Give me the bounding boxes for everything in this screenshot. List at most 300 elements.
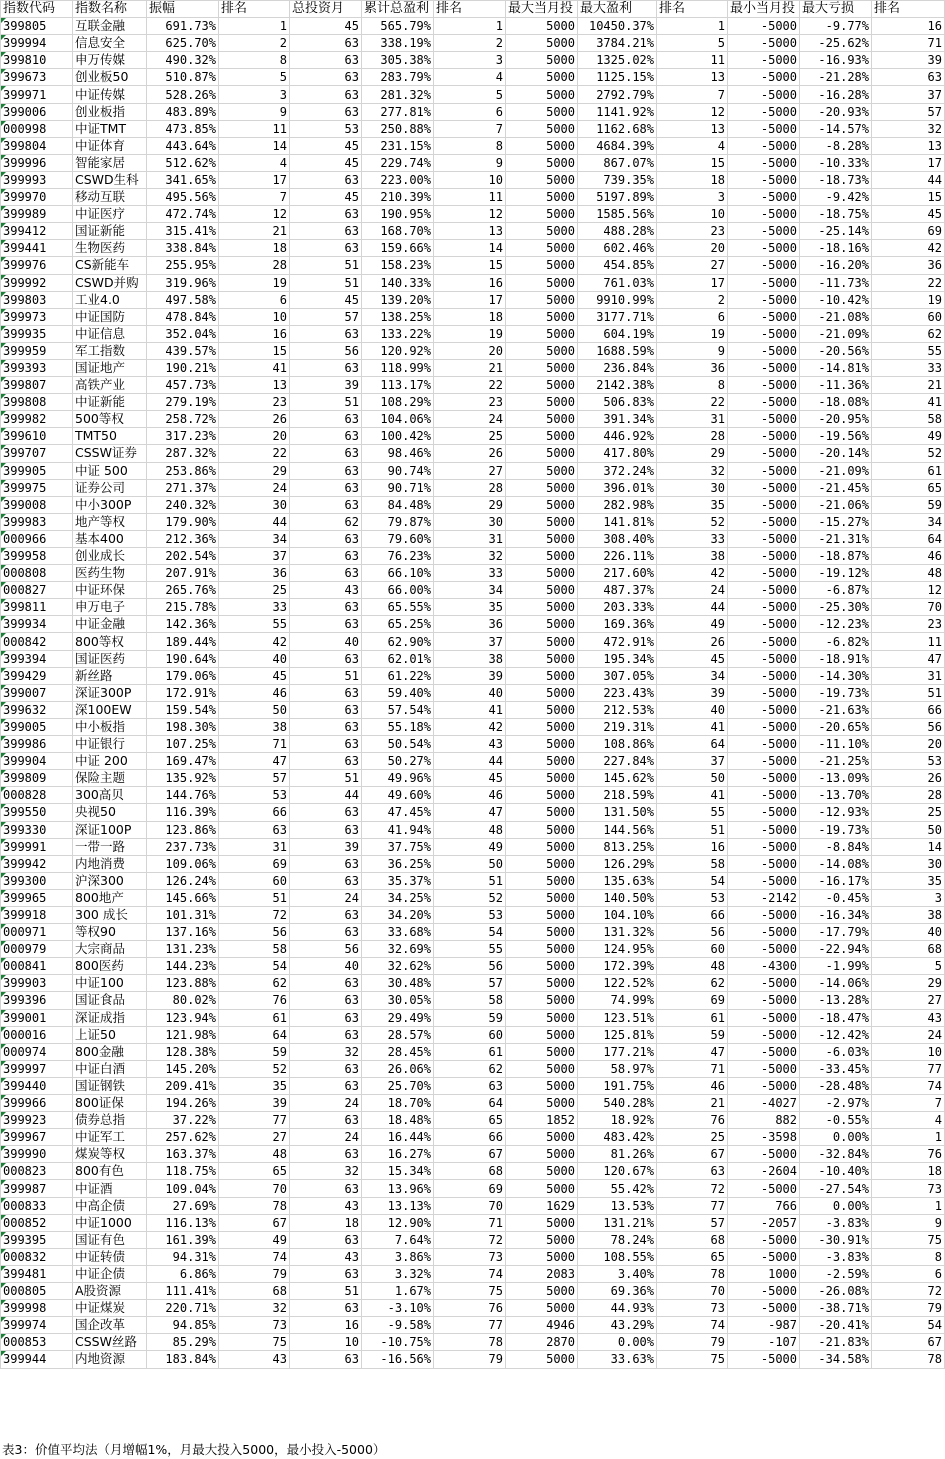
cell-max-monthly-invest[interactable]: 5000 <box>506 1248 578 1265</box>
cell-max-loss-rank[interactable]: 27 <box>872 992 945 1009</box>
cell-max-profit-rank[interactable]: 7 <box>657 86 728 103</box>
cell-cumulative-profit[interactable]: 30.48% <box>362 975 434 992</box>
cell-max-profit[interactable]: 4684.39% <box>578 137 657 154</box>
cell-index-name[interactable]: 智能家居 <box>73 154 147 171</box>
cell-max-monthly-invest[interactable]: 4946 <box>506 1317 578 1334</box>
cell-index-name[interactable]: 800有色 <box>73 1163 147 1180</box>
cell-max-loss-rank[interactable]: 68 <box>872 941 945 958</box>
cell-index-name[interactable]: 800金融 <box>73 1043 147 1060</box>
cell-max-profit-rank[interactable]: 52 <box>657 513 728 530</box>
cell-max-loss-rank[interactable]: 79 <box>872 1300 945 1317</box>
cell-max-loss-rank[interactable]: 52 <box>872 445 945 462</box>
cell-max-profit-rank[interactable]: 15 <box>657 154 728 171</box>
cell-amplitude[interactable]: 490.32% <box>147 52 219 69</box>
cell-profit-rank[interactable]: 45 <box>434 770 506 787</box>
cell-index-name[interactable]: 800等权 <box>73 633 147 650</box>
cell-amplitude-rank[interactable]: 49 <box>219 1231 290 1248</box>
cell-index-name[interactable]: 深证成指 <box>73 1009 147 1026</box>
cell-max-loss-rank[interactable]: 54 <box>872 1317 945 1334</box>
cell-index-code[interactable]: 399001 <box>1 1009 73 1026</box>
cell-amplitude[interactable]: 123.88% <box>147 975 219 992</box>
cell-max-profit-rank[interactable]: 62 <box>657 975 728 992</box>
cell-amplitude-rank[interactable]: 39 <box>219 1095 290 1112</box>
cell-min-monthly-invest[interactable]: -5000 <box>728 1146 800 1163</box>
cell-profit-rank[interactable]: 9 <box>434 154 506 171</box>
cell-amplitude-rank[interactable]: 62 <box>219 975 290 992</box>
cell-max-profit-rank[interactable]: 6 <box>657 308 728 325</box>
cell-amplitude-rank[interactable]: 71 <box>219 736 290 753</box>
cell-cumulative-profit[interactable]: 7.64% <box>362 1231 434 1248</box>
cell-index-code[interactable]: 399440 <box>1 1077 73 1094</box>
header-min-monthly-invest[interactable]: 最小当月投 <box>728 1 800 18</box>
cell-amplitude[interactable]: 319.96% <box>147 274 219 291</box>
cell-amplitude[interactable]: 94.85% <box>147 1317 219 1334</box>
cell-max-loss-rank[interactable]: 48 <box>872 565 945 582</box>
cell-profit-rank[interactable]: 69 <box>434 1180 506 1197</box>
cell-cumulative-profit[interactable]: 190.95% <box>362 206 434 223</box>
cell-profit-rank[interactable]: 57 <box>434 975 506 992</box>
cell-max-profit[interactable]: 195.34% <box>578 650 657 667</box>
cell-amplitude-rank[interactable]: 10 <box>219 308 290 325</box>
cell-total-months[interactable]: 63 <box>290 736 362 753</box>
cell-max-loss[interactable]: -25.14% <box>800 223 872 240</box>
cell-max-monthly-invest[interactable]: 5000 <box>506 52 578 69</box>
cell-total-months[interactable]: 63 <box>290 1351 362 1368</box>
cell-max-profit-rank[interactable]: 13 <box>657 120 728 137</box>
cell-max-loss[interactable]: -11.73% <box>800 274 872 291</box>
cell-profit-rank[interactable]: 7 <box>434 120 506 137</box>
cell-max-loss[interactable]: -18.75% <box>800 206 872 223</box>
cell-index-name[interactable]: 地产等权 <box>73 513 147 530</box>
cell-max-loss-rank[interactable]: 51 <box>872 684 945 701</box>
cell-max-profit[interactable]: 212.53% <box>578 701 657 718</box>
cell-total-months[interactable]: 63 <box>290 35 362 52</box>
cell-index-name[interactable]: 中证医疗 <box>73 206 147 223</box>
cell-max-loss[interactable]: -22.94% <box>800 941 872 958</box>
cell-max-loss[interactable]: -1.99% <box>800 958 872 975</box>
cell-total-months[interactable]: 63 <box>290 1265 362 1282</box>
cell-total-months[interactable]: 63 <box>290 992 362 1009</box>
cell-cumulative-profit[interactable]: -16.56% <box>362 1351 434 1368</box>
cell-profit-rank[interactable]: 78 <box>434 1334 506 1351</box>
header-rank[interactable]: 排名 <box>434 1 506 18</box>
cell-profit-rank[interactable]: 14 <box>434 240 506 257</box>
cell-total-months[interactable]: 63 <box>290 975 362 992</box>
cell-amplitude-rank[interactable]: 52 <box>219 1060 290 1077</box>
cell-max-profit-rank[interactable]: 24 <box>657 582 728 599</box>
cell-min-monthly-invest[interactable]: -5000 <box>728 941 800 958</box>
cell-cumulative-profit[interactable]: 133.22% <box>362 325 434 342</box>
cell-max-monthly-invest[interactable]: 5000 <box>506 496 578 513</box>
cell-max-loss[interactable]: -11.10% <box>800 736 872 753</box>
cell-index-name[interactable]: 新丝路 <box>73 667 147 684</box>
cell-cumulative-profit[interactable]: 3.32% <box>362 1265 434 1282</box>
cell-index-name[interactable]: 中证环保 <box>73 582 147 599</box>
cell-max-loss-rank[interactable]: 47 <box>872 650 945 667</box>
cell-total-months[interactable]: 63 <box>290 428 362 445</box>
header-cumulative-profit[interactable]: 累计总盈利 <box>362 1 434 18</box>
cell-amplitude-rank[interactable]: 34 <box>219 530 290 547</box>
cell-amplitude-rank[interactable]: 48 <box>219 1146 290 1163</box>
cell-min-monthly-invest[interactable]: -3598 <box>728 1129 800 1146</box>
cell-amplitude-rank[interactable]: 32 <box>219 1300 290 1317</box>
cell-max-loss-rank[interactable]: 65 <box>872 479 945 496</box>
cell-total-months[interactable]: 63 <box>290 530 362 547</box>
cell-amplitude[interactable]: 183.84% <box>147 1351 219 1368</box>
cell-index-code[interactable]: 399632 <box>1 701 73 718</box>
cell-amplitude-rank[interactable]: 20 <box>219 428 290 445</box>
header-max-loss[interactable]: 最大亏损 <box>800 1 872 18</box>
cell-min-monthly-invest[interactable]: -5000 <box>728 906 800 923</box>
cell-amplitude-rank[interactable]: 37 <box>219 548 290 565</box>
cell-max-monthly-invest[interactable]: 1629 <box>506 1197 578 1214</box>
cell-index-name[interactable]: 国证地产 <box>73 359 147 376</box>
cell-min-monthly-invest[interactable]: -5000 <box>728 1077 800 1094</box>
cell-index-code[interactable]: 399393 <box>1 359 73 376</box>
cell-max-profit-rank[interactable]: 13 <box>657 69 728 86</box>
cell-max-monthly-invest[interactable]: 5000 <box>506 69 578 86</box>
cell-min-monthly-invest[interactable]: -4027 <box>728 1095 800 1112</box>
cell-profit-rank[interactable]: 76 <box>434 1300 506 1317</box>
cell-profit-rank[interactable]: 1 <box>434 18 506 35</box>
cell-max-profit-rank[interactable]: 28 <box>657 428 728 445</box>
cell-amplitude[interactable]: 512.62% <box>147 154 219 171</box>
cell-index-code[interactable]: 000833 <box>1 1197 73 1214</box>
cell-total-months[interactable]: 51 <box>290 1283 362 1300</box>
cell-index-name[interactable]: 800证保 <box>73 1095 147 1112</box>
cell-min-monthly-invest[interactable]: -5000 <box>728 599 800 616</box>
cell-max-profit[interactable]: 44.93% <box>578 1300 657 1317</box>
cell-index-code[interactable]: 399395 <box>1 1231 73 1248</box>
cell-max-profit[interactable]: 5197.89% <box>578 189 657 206</box>
cell-max-profit[interactable]: 58.97% <box>578 1060 657 1077</box>
cell-min-monthly-invest[interactable]: -5000 <box>728 565 800 582</box>
cell-max-loss-rank[interactable]: 45 <box>872 206 945 223</box>
cell-index-name[interactable]: A股资源 <box>73 1283 147 1300</box>
cell-total-months[interactable]: 24 <box>290 1095 362 1112</box>
cell-max-loss-rank[interactable]: 11 <box>872 633 945 650</box>
cell-cumulative-profit[interactable]: 37.75% <box>362 838 434 855</box>
cell-max-profit-rank[interactable]: 33 <box>657 530 728 547</box>
cell-max-monthly-invest[interactable]: 5000 <box>506 821 578 838</box>
cell-total-months[interactable]: 56 <box>290 941 362 958</box>
cell-cumulative-profit[interactable]: 229.74% <box>362 154 434 171</box>
cell-profit-rank[interactable]: 70 <box>434 1197 506 1214</box>
cell-index-code[interactable]: 000823 <box>1 1163 73 1180</box>
cell-max-monthly-invest[interactable]: 5000 <box>506 667 578 684</box>
cell-max-profit-rank[interactable]: 27 <box>657 257 728 274</box>
cell-max-loss-rank[interactable]: 34 <box>872 513 945 530</box>
cell-max-monthly-invest[interactable]: 5000 <box>506 240 578 257</box>
cell-max-monthly-invest[interactable]: 5000 <box>506 154 578 171</box>
cell-index-code[interactable]: 399903 <box>1 975 73 992</box>
cell-max-profit[interactable]: 140.50% <box>578 889 657 906</box>
cell-index-code[interactable]: 399905 <box>1 462 73 479</box>
cell-total-months[interactable]: 43 <box>290 582 362 599</box>
cell-max-monthly-invest[interactable]: 5000 <box>506 1095 578 1112</box>
cell-min-monthly-invest[interactable]: -5000 <box>728 736 800 753</box>
cell-cumulative-profit[interactable]: 12.90% <box>362 1214 434 1231</box>
cell-index-code[interactable]: 399330 <box>1 821 73 838</box>
cell-max-profit-rank[interactable]: 41 <box>657 718 728 735</box>
cell-amplitude-rank[interactable]: 24 <box>219 479 290 496</box>
cell-index-name[interactable]: 中证金融 <box>73 616 147 633</box>
cell-profit-rank[interactable]: 49 <box>434 838 506 855</box>
cell-max-loss-rank[interactable]: 78 <box>872 1351 945 1368</box>
cell-max-profit[interactable]: 226.11% <box>578 548 657 565</box>
cell-max-loss-rank[interactable]: 37 <box>872 86 945 103</box>
cell-min-monthly-invest[interactable]: -5000 <box>728 1060 800 1077</box>
cell-max-monthly-invest[interactable]: 5000 <box>506 411 578 428</box>
cell-max-loss-rank[interactable]: 36 <box>872 257 945 274</box>
cell-min-monthly-invest[interactable]: 766 <box>728 1197 800 1214</box>
cell-max-profit-rank[interactable]: 38 <box>657 548 728 565</box>
cell-profit-rank[interactable]: 15 <box>434 257 506 274</box>
cell-max-profit-rank[interactable]: 71 <box>657 1060 728 1077</box>
cell-index-name[interactable]: 中高企债 <box>73 1197 147 1214</box>
cell-max-profit[interactable]: 1585.56% <box>578 206 657 223</box>
cell-max-monthly-invest[interactable]: 5000 <box>506 530 578 547</box>
cell-amplitude[interactable]: 169.47% <box>147 753 219 770</box>
cell-max-profit-rank[interactable]: 64 <box>657 736 728 753</box>
cell-max-profit-rank[interactable]: 29 <box>657 445 728 462</box>
cell-max-loss-rank[interactable]: 12 <box>872 582 945 599</box>
cell-index-code[interactable]: 000842 <box>1 633 73 650</box>
cell-max-loss-rank[interactable]: 67 <box>872 1334 945 1351</box>
cell-max-monthly-invest[interactable]: 5000 <box>506 1300 578 1317</box>
cell-max-loss[interactable]: -6.82% <box>800 633 872 650</box>
cell-max-profit[interactable]: 3784.21% <box>578 35 657 52</box>
cell-min-monthly-invest[interactable]: -5000 <box>728 1009 800 1026</box>
cell-total-months[interactable]: 63 <box>290 872 362 889</box>
cell-max-loss-rank[interactable]: 26 <box>872 770 945 787</box>
cell-total-months[interactable]: 51 <box>290 257 362 274</box>
cell-index-code[interactable]: 000852 <box>1 1214 73 1231</box>
cell-index-name[interactable]: CSWD生科 <box>73 171 147 188</box>
header-index-name[interactable]: 指数名称 <box>73 1 147 18</box>
cell-max-loss-rank[interactable]: 53 <box>872 753 945 770</box>
cell-max-monthly-invest[interactable]: 5000 <box>506 86 578 103</box>
cell-amplitude-rank[interactable]: 12 <box>219 206 290 223</box>
cell-max-profit-rank[interactable]: 1 <box>657 18 728 35</box>
cell-max-profit[interactable]: 135.63% <box>578 872 657 889</box>
cell-index-code[interactable]: 399808 <box>1 394 73 411</box>
cell-max-loss[interactable]: -32.84% <box>800 1146 872 1163</box>
cell-max-profit[interactable]: 169.36% <box>578 616 657 633</box>
cell-max-loss-rank[interactable]: 62 <box>872 325 945 342</box>
cell-amplitude-rank[interactable]: 47 <box>219 753 290 770</box>
cell-max-loss-rank[interactable]: 41 <box>872 394 945 411</box>
cell-cumulative-profit[interactable]: 305.38% <box>362 52 434 69</box>
cell-index-code[interactable]: 399992 <box>1 274 73 291</box>
cell-amplitude-rank[interactable]: 76 <box>219 992 290 1009</box>
cell-max-monthly-invest[interactable]: 5000 <box>506 1351 578 1368</box>
cell-max-loss[interactable]: -20.93% <box>800 103 872 120</box>
cell-cumulative-profit[interactable]: 57.54% <box>362 701 434 718</box>
cell-cumulative-profit[interactable]: 34.20% <box>362 906 434 923</box>
cell-amplitude[interactable]: 128.38% <box>147 1043 219 1060</box>
cell-amplitude-rank[interactable]: 17 <box>219 171 290 188</box>
cell-cumulative-profit[interactable]: 1.67% <box>362 1283 434 1300</box>
cell-max-profit[interactable]: 218.59% <box>578 787 657 804</box>
cell-max-loss-rank[interactable]: 20 <box>872 736 945 753</box>
cell-amplitude[interactable]: 145.66% <box>147 889 219 906</box>
cell-min-monthly-invest[interactable]: -2142 <box>728 889 800 906</box>
cell-index-code[interactable]: 399707 <box>1 445 73 462</box>
cell-max-monthly-invest[interactable]: 5000 <box>506 291 578 308</box>
cell-profit-rank[interactable]: 62 <box>434 1060 506 1077</box>
cell-max-monthly-invest[interactable]: 5000 <box>506 616 578 633</box>
cell-amplitude-rank[interactable]: 59 <box>219 1043 290 1060</box>
cell-min-monthly-invest[interactable]: -5000 <box>728 855 800 872</box>
cell-max-loss-rank[interactable]: 38 <box>872 906 945 923</box>
cell-index-name[interactable]: CSSW证券 <box>73 445 147 462</box>
cell-max-profit[interactable]: 417.80% <box>578 445 657 462</box>
cell-max-loss-rank[interactable]: 64 <box>872 530 945 547</box>
cell-max-monthly-invest[interactable]: 5000 <box>506 103 578 120</box>
cell-max-loss-rank[interactable]: 72 <box>872 1283 945 1300</box>
cell-cumulative-profit[interactable]: 139.20% <box>362 291 434 308</box>
cell-min-monthly-invest[interactable]: -5000 <box>728 872 800 889</box>
cell-profit-rank[interactable]: 32 <box>434 548 506 565</box>
cell-max-loss-rank[interactable]: 31 <box>872 667 945 684</box>
cell-max-loss[interactable]: -6.87% <box>800 582 872 599</box>
cell-profit-rank[interactable]: 74 <box>434 1265 506 1282</box>
cell-index-code[interactable]: 399550 <box>1 804 73 821</box>
cell-profit-rank[interactable]: 43 <box>434 736 506 753</box>
cell-max-monthly-invest[interactable]: 5000 <box>506 633 578 650</box>
cell-cumulative-profit[interactable]: 90.71% <box>362 479 434 496</box>
cell-amplitude-rank[interactable]: 75 <box>219 1334 290 1351</box>
cell-index-name[interactable]: 军工指数 <box>73 342 147 359</box>
cell-total-months[interactable]: 40 <box>290 958 362 975</box>
cell-index-code[interactable]: 399982 <box>1 411 73 428</box>
cell-index-name[interactable]: 债券总指 <box>73 1112 147 1129</box>
cell-max-loss-rank[interactable]: 6 <box>872 1265 945 1282</box>
cell-max-loss[interactable]: -14.30% <box>800 667 872 684</box>
cell-cumulative-profit[interactable]: 108.29% <box>362 394 434 411</box>
cell-amplitude[interactable]: 212.36% <box>147 530 219 547</box>
cell-cumulative-profit[interactable]: 33.68% <box>362 924 434 941</box>
cell-max-loss-rank[interactable]: 1 <box>872 1129 945 1146</box>
cell-total-months[interactable]: 63 <box>290 223 362 240</box>
cell-cumulative-profit[interactable]: 140.33% <box>362 274 434 291</box>
cell-amplitude[interactable]: 220.71% <box>147 1300 219 1317</box>
cell-profit-rank[interactable]: 60 <box>434 1026 506 1043</box>
cell-index-code[interactable]: 399412 <box>1 223 73 240</box>
cell-max-loss[interactable]: -17.79% <box>800 924 872 941</box>
cell-profit-rank[interactable]: 28 <box>434 479 506 496</box>
cell-max-loss[interactable]: 0.00% <box>800 1197 872 1214</box>
cell-amplitude[interactable]: 27.69% <box>147 1197 219 1214</box>
cell-profit-rank[interactable]: 25 <box>434 428 506 445</box>
cell-max-loss[interactable]: -21.25% <box>800 753 872 770</box>
cell-max-profit[interactable]: 78.24% <box>578 1231 657 1248</box>
cell-profit-rank[interactable]: 17 <box>434 291 506 308</box>
cell-index-name[interactable]: 大宗商品 <box>73 941 147 958</box>
cell-max-monthly-invest[interactable]: 5000 <box>506 770 578 787</box>
cell-amplitude[interactable]: 179.90% <box>147 513 219 530</box>
cell-amplitude[interactable]: 478.84% <box>147 308 219 325</box>
cell-max-loss-rank[interactable]: 50 <box>872 821 945 838</box>
cell-cumulative-profit[interactable]: 338.19% <box>362 35 434 52</box>
cell-max-profit-rank[interactable]: 4 <box>657 137 728 154</box>
cell-max-loss[interactable]: -2.59% <box>800 1265 872 1282</box>
cell-max-profit[interactable]: 308.40% <box>578 530 657 547</box>
cell-max-profit-rank[interactable]: 22 <box>657 394 728 411</box>
cell-min-monthly-invest[interactable]: -5000 <box>728 35 800 52</box>
cell-total-months[interactable]: 39 <box>290 377 362 394</box>
cell-max-monthly-invest[interactable]: 5000 <box>506 513 578 530</box>
cell-index-name[interactable]: CSWD并购 <box>73 274 147 291</box>
cell-total-months[interactable]: 10 <box>290 1334 362 1351</box>
cell-index-code[interactable]: 000832 <box>1 1248 73 1265</box>
cell-total-months[interactable]: 16 <box>290 1317 362 1334</box>
cell-max-monthly-invest[interactable]: 5000 <box>506 18 578 35</box>
cell-index-name[interactable]: 中证体育 <box>73 137 147 154</box>
cell-total-months[interactable]: 63 <box>290 1009 362 1026</box>
cell-max-profit[interactable]: 131.32% <box>578 924 657 941</box>
cell-max-monthly-invest[interactable]: 5000 <box>506 992 578 1009</box>
cell-amplitude[interactable]: 287.32% <box>147 445 219 462</box>
cell-total-months[interactable]: 63 <box>290 240 362 257</box>
cell-total-months[interactable]: 51 <box>290 667 362 684</box>
cell-min-monthly-invest[interactable]: -987 <box>728 1317 800 1334</box>
cell-index-code[interactable]: 000853 <box>1 1334 73 1351</box>
cell-amplitude[interactable]: 257.62% <box>147 1129 219 1146</box>
cell-index-name[interactable]: 医药生物 <box>73 565 147 582</box>
cell-max-loss[interactable]: -18.91% <box>800 650 872 667</box>
cell-total-months[interactable]: 63 <box>290 924 362 941</box>
cell-max-loss-rank[interactable]: 49 <box>872 428 945 445</box>
cell-index-code[interactable]: 399481 <box>1 1265 73 1282</box>
cell-index-name[interactable]: 国证钢铁 <box>73 1077 147 1094</box>
cell-min-monthly-invest[interactable]: -5000 <box>728 445 800 462</box>
cell-max-profit[interactable]: 372.24% <box>578 462 657 479</box>
cell-amplitude-rank[interactable]: 25 <box>219 582 290 599</box>
cell-index-name[interactable]: 工业4.0 <box>73 291 147 308</box>
cell-amplitude[interactable]: 497.58% <box>147 291 219 308</box>
cell-index-code[interactable]: 399986 <box>1 736 73 753</box>
cell-min-monthly-invest[interactable]: -5000 <box>728 240 800 257</box>
cell-cumulative-profit[interactable]: 61.22% <box>362 667 434 684</box>
cell-max-loss-rank[interactable]: 77 <box>872 1060 945 1077</box>
cell-profit-rank[interactable]: 48 <box>434 821 506 838</box>
cell-max-loss-rank[interactable]: 33 <box>872 359 945 376</box>
cell-max-loss-rank[interactable]: 55 <box>872 342 945 359</box>
cell-index-name[interactable]: 煤炭等权 <box>73 1146 147 1163</box>
cell-max-loss-rank[interactable]: 28 <box>872 787 945 804</box>
cell-index-code[interactable]: 000974 <box>1 1043 73 1060</box>
cell-index-name[interactable]: 800医药 <box>73 958 147 975</box>
cell-max-loss-rank[interactable]: 29 <box>872 975 945 992</box>
cell-index-code[interactable]: 399983 <box>1 513 73 530</box>
cell-max-monthly-invest[interactable]: 5000 <box>506 206 578 223</box>
cell-index-code[interactable]: 399987 <box>1 1180 73 1197</box>
cell-amplitude[interactable]: 209.41% <box>147 1077 219 1094</box>
cell-max-profit-rank[interactable]: 49 <box>657 616 728 633</box>
cell-amplitude-rank[interactable]: 7 <box>219 189 290 206</box>
cell-index-name[interactable]: 中证银行 <box>73 736 147 753</box>
cell-max-monthly-invest[interactable]: 5000 <box>506 872 578 889</box>
cell-max-monthly-invest[interactable]: 5000 <box>506 1026 578 1043</box>
cell-index-name[interactable]: 300高贝 <box>73 787 147 804</box>
cell-profit-rank[interactable]: 36 <box>434 616 506 633</box>
cell-cumulative-profit[interactable]: 158.23% <box>362 257 434 274</box>
cell-amplitude-rank[interactable]: 38 <box>219 718 290 735</box>
cell-amplitude[interactable]: 691.73% <box>147 18 219 35</box>
cell-cumulative-profit[interactable]: 79.87% <box>362 513 434 530</box>
